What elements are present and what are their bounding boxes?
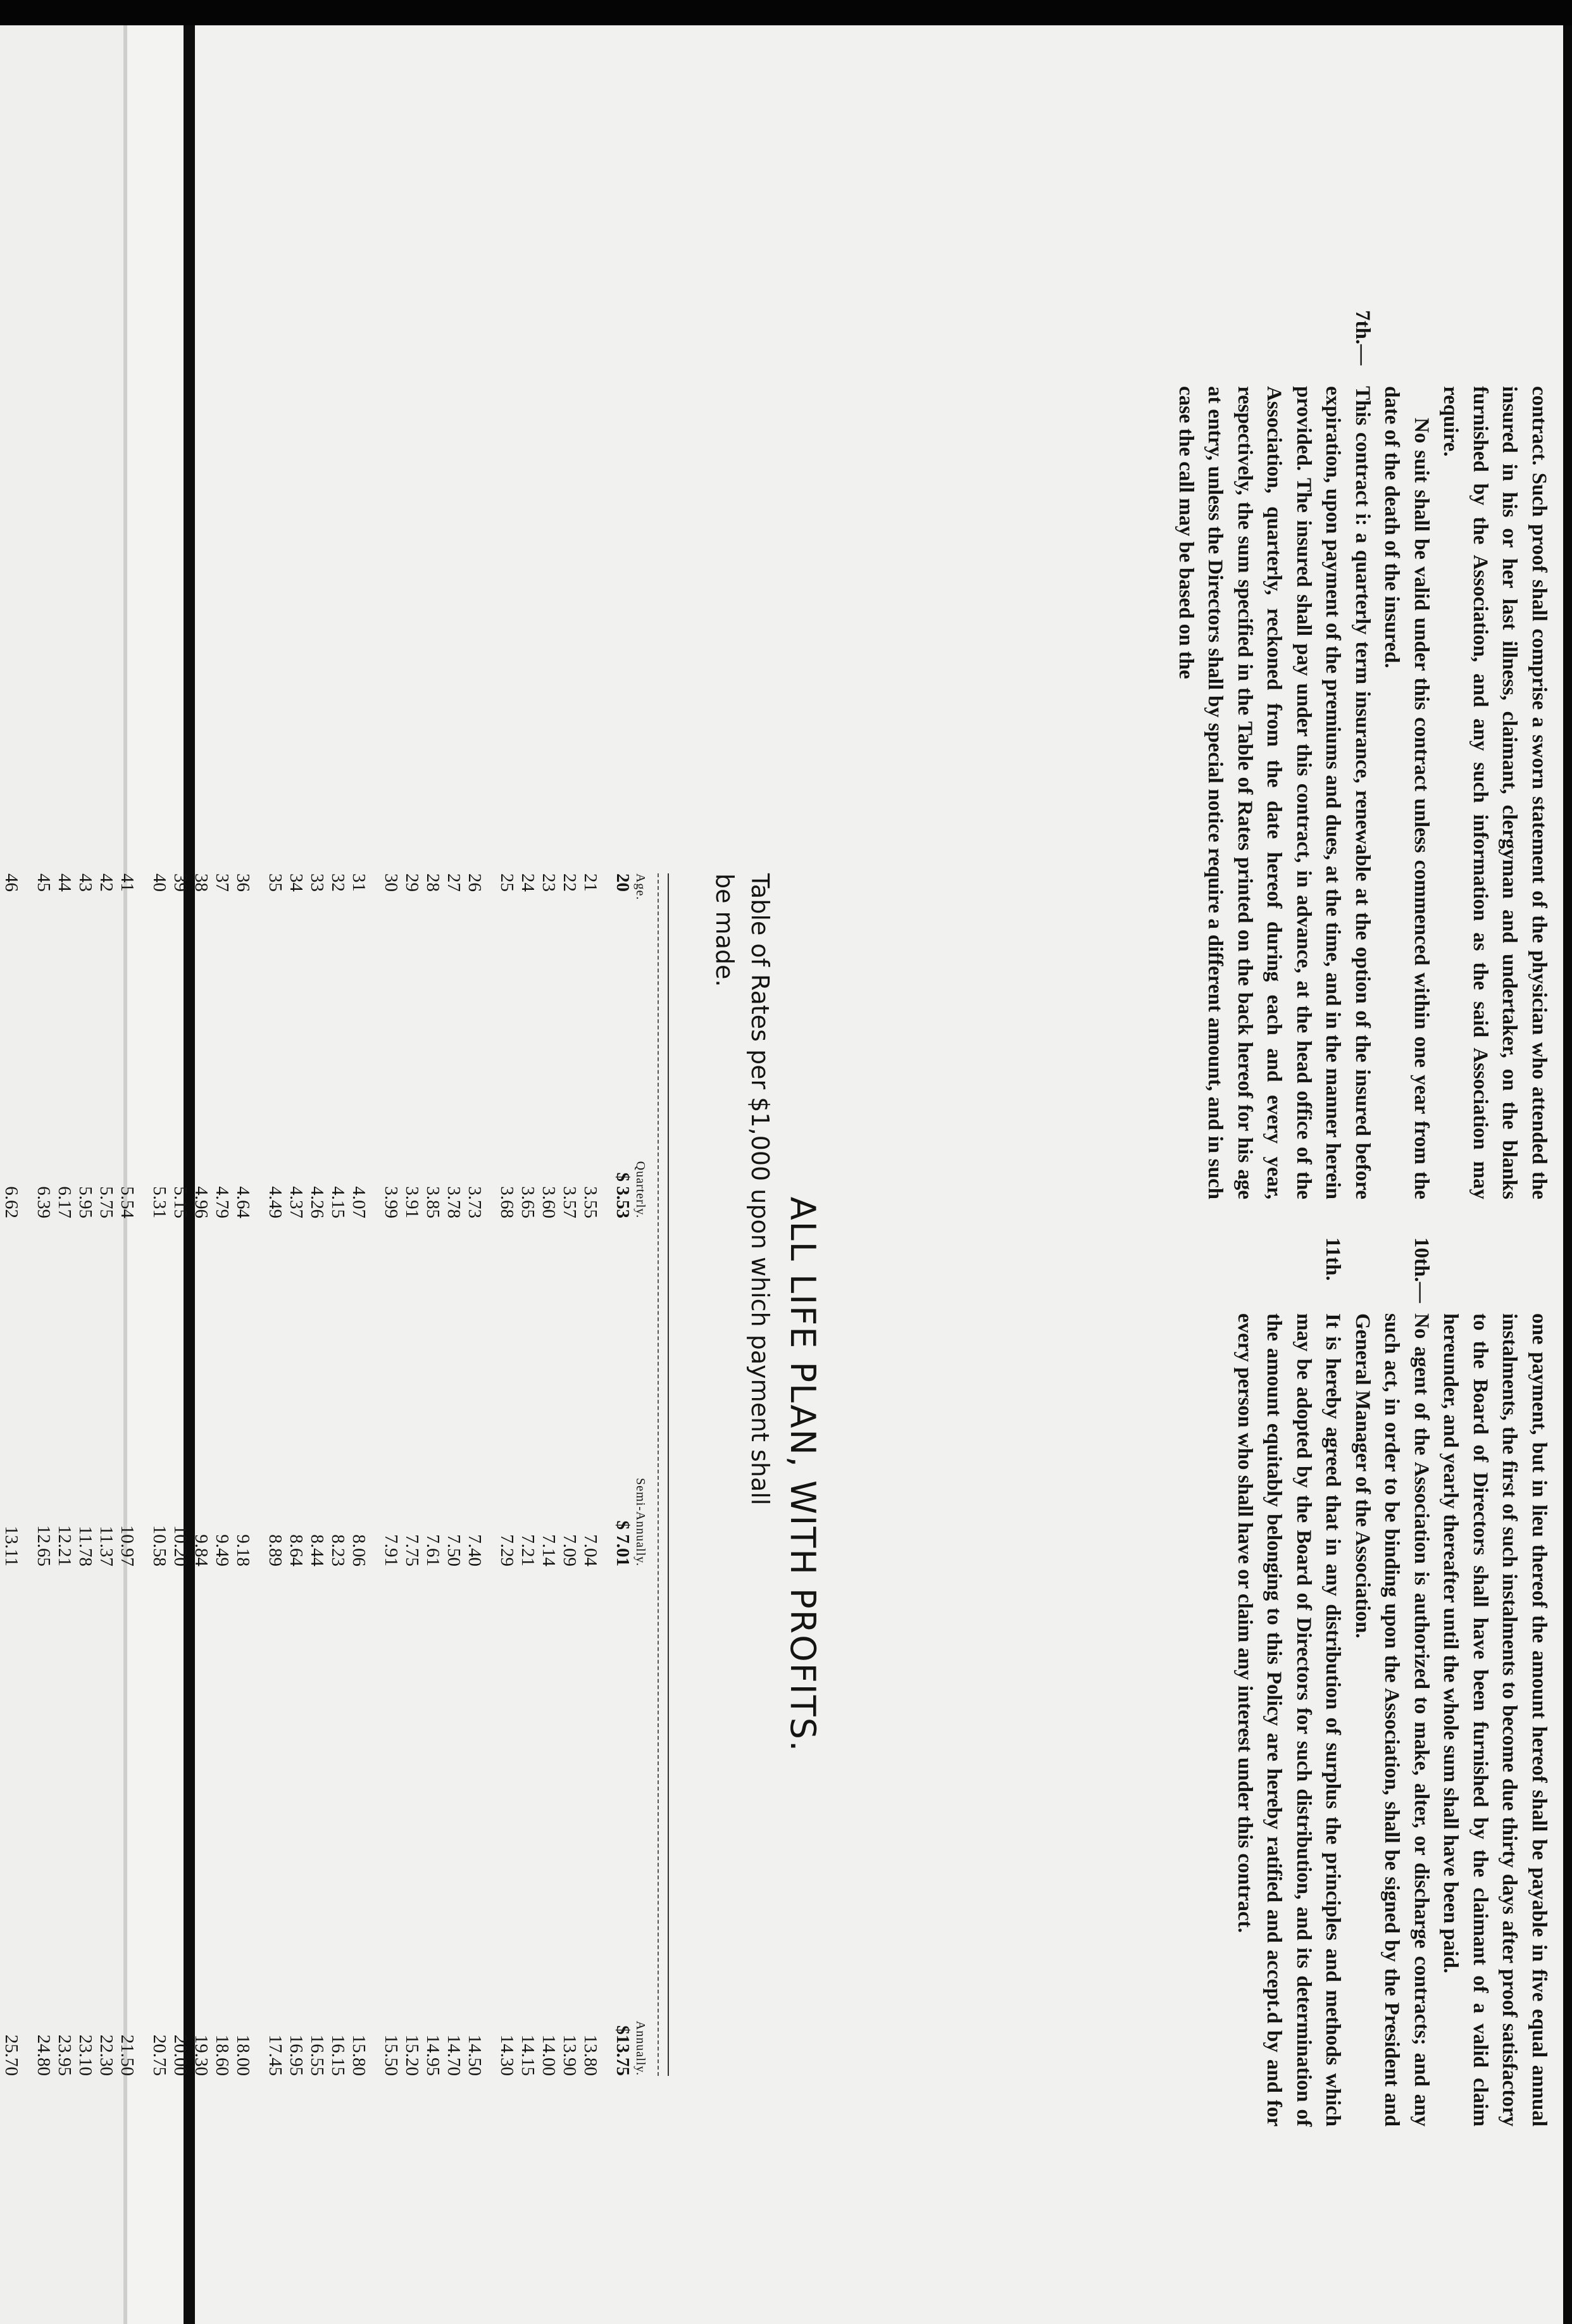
age-cell: 39 [170, 873, 190, 892]
group-spacer [369, 873, 380, 2076]
quarterly-cell: 3.55 [580, 1186, 601, 1218]
rate-row [33, 873, 54, 2076]
header-age: Age. [633, 873, 647, 901]
annual-cell: 16.95 [286, 2034, 306, 2076]
annual-cell: 24.80 [34, 2034, 54, 2076]
rate-row [285, 873, 306, 2076]
age-cell [0, 873, 1, 975]
annual-cell: 25.70 [1, 2034, 22, 2076]
semi-annual-cell: 8.44 [307, 1534, 327, 1566]
semi-annual-cell: 9.49 [212, 1534, 232, 1566]
rate-row [265, 873, 285, 2076]
quarterly-cell: 3.91 [402, 1186, 422, 1218]
annual-cell: 16.55 [307, 2034, 327, 2076]
semi-annual-cell: 9.18 [233, 1534, 253, 1566]
header-semi-annually: Semi-Annually. [633, 1478, 647, 1566]
semi-annual-cell: 7.50 [444, 1534, 464, 1566]
annual-cell: 15.20 [402, 2034, 422, 2076]
age-cell: 45 [34, 873, 54, 892]
quarterly-cell: 5.31 [149, 1186, 170, 1218]
semi-annual-cell: 8.23 [328, 1534, 348, 1566]
clause-text: contract. Such proof shall comprise a sworn statement of the physician who attended the insured in his or her last illness, claimant, clergyman and undertaker, on the blanks furnished by the Association, and any such information as the said Association may require. [1439, 386, 1550, 1199]
annual-cell: 22.30 [96, 2034, 116, 2076]
quarterly-cell: 4.64 [233, 1186, 253, 1218]
semi-annual-cell: 7.61 [423, 1534, 443, 1566]
age-cell: 26 [465, 873, 485, 892]
age-cell: 23 [539, 873, 559, 892]
annual-cell: 13.80 [580, 2034, 601, 2076]
quarterly-cell: 4.07 [349, 1186, 369, 1218]
age-cell: 44 [54, 873, 75, 892]
quarterly-cell: 4.37 [286, 1186, 306, 1218]
clause-paragraph [1348, 1237, 1437, 2127]
rate-row [96, 873, 116, 2076]
scan-right-edge [1563, 25, 1572, 2324]
rate-row [496, 873, 517, 2076]
quarterly-cell: 5.95 [75, 1186, 96, 1218]
age-cell: 35 [265, 873, 285, 892]
semi-annual-cell [0, 1218, 1, 1566]
quarterly-cell: 3.73 [465, 1186, 485, 1218]
clause-number: 10th.— [1410, 1237, 1433, 1303]
rate-row [538, 873, 559, 2076]
annual-cell [0, 1566, 1, 2076]
clauses-right-column [1171, 1237, 1554, 2127]
annual-cell: 15.50 [381, 2034, 401, 2076]
annual-cell: 14.50 [465, 2034, 485, 2076]
clause-number: 11th. [1321, 1237, 1345, 1281]
rate-row [517, 873, 538, 2076]
group-spacer [485, 873, 496, 2076]
semi-annual-cell: 10.58 [149, 1525, 170, 1566]
quarterly-cell [0, 975, 1, 1218]
semi-annual-cell: 7.04 [580, 1534, 601, 1566]
age-cell: 46 [1, 873, 22, 892]
rate-row [232, 873, 253, 2076]
semi-annual-cell: 8.64 [286, 1534, 306, 1566]
quarterly-cell: 3.99 [381, 1186, 401, 1218]
rates-table [0, 873, 647, 2076]
rate-row [380, 873, 401, 2076]
clauses-left-column [1171, 310, 1554, 1199]
semi-annual-cell: 10.20 [170, 1525, 190, 1566]
header-quarterly: Quarterly. [633, 1161, 647, 1218]
clause-number: 7th.— [1351, 310, 1374, 366]
rate-row [401, 873, 422, 2076]
age-cell: 28 [423, 873, 443, 892]
quarterly-cell: 4.26 [307, 1186, 327, 1218]
group-spacer [137, 873, 149, 2076]
annual-cell: 13.90 [559, 2034, 580, 2076]
quarterly-cell: 6.62 [1, 1186, 22, 1218]
semi-annual-cell: 13.11 [1, 1525, 22, 1566]
group-spacer [253, 873, 265, 2076]
rates-title: ALL LIFE PLAN, WITH PROFITS. [783, 1196, 823, 1753]
rate-row [1, 873, 22, 2076]
rate-row [0, 873, 1, 2076]
clause-text: This contract i: a quarterly term insurance, renewable at the option of the insured before expiration, upon payment of the premiums and dues, at the time, and in the manner herein provided. The insured shall pay under this contract, in advance, at the head office of the Association, quarterly, reckoned from the date hereof during each and every year, respectively, the sum specified in the Table of Rates printed on the back hereof for his age at entry, unless the Directors shall by special notice require a different amount, and in such case the call may be based on the [1175, 386, 1374, 1199]
rate-row [116, 873, 137, 2076]
semi-annual-cell: 11.78 [75, 1525, 96, 1566]
age-cell: 33 [307, 873, 327, 892]
clause-paragraph [1436, 386, 1554, 1199]
age-cell: 36 [233, 873, 253, 892]
age-cell: 40 [149, 873, 170, 892]
annual-cell: 17.45 [265, 2034, 285, 2076]
quarterly-cell: 3.78 [444, 1186, 464, 1218]
age-cell: 38 [191, 873, 211, 892]
clause-paragraph [1377, 386, 1436, 1199]
clause-text: No agent of the Association is authorized to make, alter, or discharge contracts; and any such act, in order to be binding upon the Association, shall be signed by the President and General Manager of the Association. [1351, 1313, 1433, 2127]
age-cell: 43 [75, 873, 96, 892]
annual-cell: 18.00 [233, 2034, 253, 2076]
quarterly-cell: 3.57 [559, 1186, 580, 1218]
semi-annual-cell: 9.84 [191, 1534, 211, 1566]
annual-cell: 19.30 [191, 2034, 211, 2076]
quarterly-cell: 3.68 [497, 1186, 517, 1218]
clause-text: No suit shall be valid under this contract unless commenced within one year from the date of the death of the insured. [1380, 386, 1433, 1199]
quarterly-cell: 4.15 [328, 1186, 348, 1218]
age-cell: 21 [580, 873, 601, 892]
group-spacer [601, 873, 612, 2076]
rates-subtitle: Table of Rates per $1,000 upon which payment shall be made. [711, 873, 774, 1506]
semi-annual-cell: 10.97 [117, 1525, 137, 1566]
quarterly-cell: 3.60 [539, 1186, 559, 1218]
quarterly-cell: 6.17 [54, 1186, 75, 1218]
annual-cell: 20.00 [170, 2034, 190, 2076]
annual-cell: 14.95 [423, 2034, 443, 2076]
quarterly-cell: 6.39 [34, 1186, 54, 1218]
annual-cell: 23.10 [75, 2034, 96, 2076]
annual-cell: 14.15 [518, 2034, 538, 2076]
age-cell: 34 [286, 873, 306, 892]
rate-row [443, 873, 464, 2076]
quarterly-cell: 5.75 [96, 1186, 116, 1218]
rate-row [75, 873, 96, 2076]
rates-header-row [633, 873, 647, 2076]
semi-annual-cell: 7.91 [381, 1534, 401, 1566]
annual-cell: 23.95 [54, 2034, 75, 2076]
quarterly-cell: 5.54 [117, 1186, 137, 1218]
scan-top-edge [0, 0, 1572, 25]
semi-annual-cell: $ 7.01 [613, 1520, 633, 1566]
rate-row [190, 873, 211, 2076]
semi-annual-cell: 7.09 [559, 1534, 580, 1566]
semi-annual-cell: 7.29 [497, 1534, 517, 1566]
quarterly-cell: $ 3.53 [613, 1172, 633, 1218]
annual-cell: 14.30 [497, 2034, 517, 2076]
annual-cell: 14.00 [539, 2034, 559, 2076]
annual-cell: $13.75 [613, 2025, 633, 2076]
quarterly-cell: 5.15 [170, 1186, 190, 1218]
semi-annual-cell: 12.65 [34, 1525, 54, 1566]
semi-annual-cell: 12.21 [54, 1525, 75, 1566]
age-cell: 20 [613, 873, 633, 892]
semi-annual-cell: 7.14 [539, 1534, 559, 1566]
age-cell: 22 [559, 873, 580, 892]
age-cell: 42 [96, 873, 116, 892]
header-annually: Annually. [633, 2020, 647, 2076]
semi-annual-cell: 11.37 [96, 1525, 116, 1566]
clause-paragraph [1230, 1237, 1348, 2127]
semi-annual-cell: 7.40 [465, 1534, 485, 1566]
clause-paragraph [1171, 310, 1378, 1199]
quarterly-cell: 4.79 [212, 1186, 232, 1218]
annual-cell: 14.70 [444, 2034, 464, 2076]
rate-row [559, 873, 580, 2076]
annual-cell: 20.75 [149, 2034, 170, 2076]
quarterly-cell: 4.96 [191, 1186, 211, 1218]
rate-row [580, 873, 601, 2076]
clause-paragraph [1436, 1313, 1554, 2127]
annual-cell: 15.80 [349, 2034, 369, 2076]
quarterly-cell: 3.85 [423, 1186, 443, 1218]
age-cell: 32 [328, 873, 348, 892]
policy-clauses [1171, 310, 1554, 2127]
annual-cell: 21.50 [117, 2034, 137, 2076]
annual-cell: 16.15 [328, 2034, 348, 2076]
rate-row [348, 873, 369, 2076]
rate-row [54, 873, 75, 2076]
age-cell: 30 [381, 873, 401, 892]
quarterly-cell: 3.65 [518, 1186, 538, 1218]
semi-annual-cell: 8.06 [349, 1534, 369, 1566]
rate-row [422, 873, 443, 2076]
rate-row [327, 873, 348, 2076]
age-cell: 24 [518, 873, 538, 892]
table-rule [668, 873, 669, 2076]
rate-row [170, 873, 190, 2076]
age-cell: 41 [117, 873, 137, 892]
age-cell: 27 [444, 873, 464, 892]
group-spacer [22, 873, 33, 2076]
rate-row [149, 873, 170, 2076]
table-rule-dashed [658, 873, 659, 2076]
rate-row [464, 873, 485, 2076]
quarterly-cell: 4.49 [265, 1186, 285, 1218]
age-cell: 25 [497, 873, 517, 892]
age-cell: 31 [349, 873, 369, 892]
rate-row [306, 873, 327, 2076]
semi-annual-cell: 8.89 [265, 1534, 285, 1566]
rates-table-block [0, 873, 823, 2076]
semi-annual-cell: 7.75 [402, 1534, 422, 1566]
age-cell: 37 [212, 873, 232, 892]
clause-text: one payment, but in lieu thereof the amount hereof shall be payable in five equal annual instalments, the first of such instalments to become due thirty days after proof satisfactory to the Board of Directors shall have been furnished by the claimant of a valid claim hereunder, and yearly thereafter until the whole sum shall have been paid. [1439, 1313, 1550, 2127]
rate-row [211, 873, 232, 2076]
annual-cell: 18.60 [212, 2034, 232, 2076]
rate-row [612, 873, 633, 2076]
age-cell: 29 [402, 873, 422, 892]
semi-annual-cell: 7.21 [518, 1534, 538, 1566]
clause-text: It is hereby agreed that in any distribution of surplus the principles and methods which may be adopted by the Board of Directors for such distribution, and its determination of the amount equitably belonging to this Policy are hereby ratified and accept.d by and for every person who shall have or claim any interest under this contract. [1233, 1313, 1345, 2127]
